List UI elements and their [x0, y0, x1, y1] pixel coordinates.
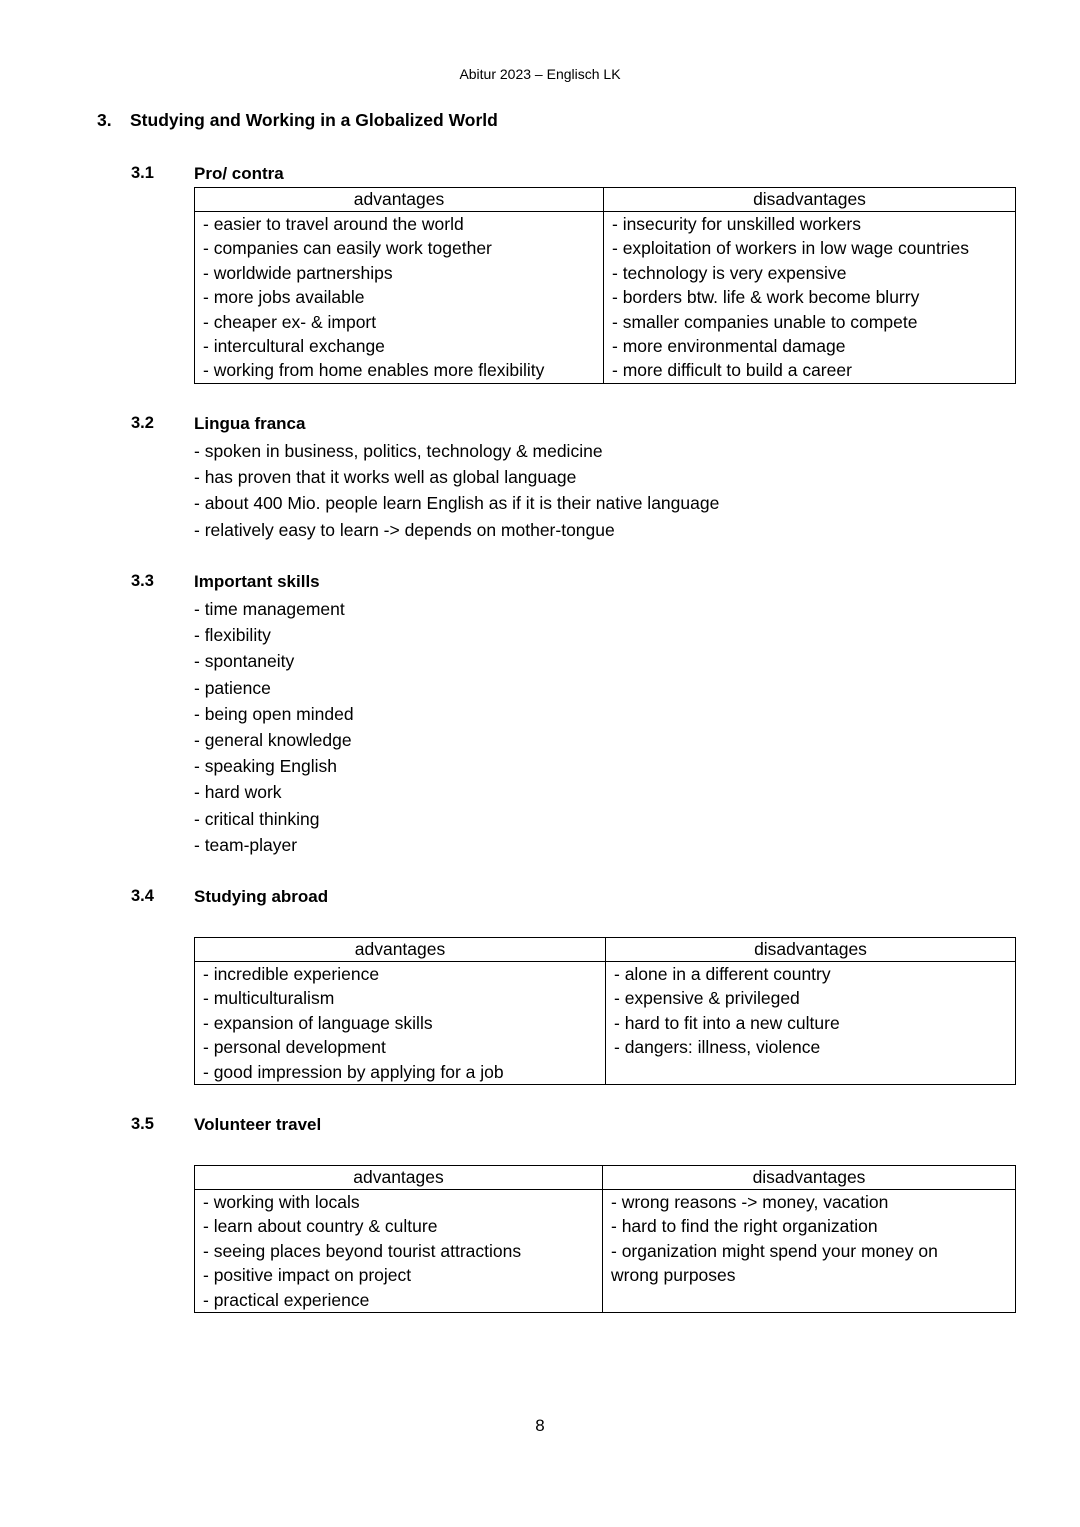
- page-header: Abitur 2023 – Englisch LK: [459, 66, 621, 82]
- list-item: - learn about country & culture: [203, 1216, 438, 1237]
- list-item: - has proven that it works well as global language: [194, 467, 577, 488]
- advantages-cell: [195, 1190, 603, 1313]
- subsection-number-3-2: 3.2: [131, 414, 154, 432]
- skills-list: [194, 596, 354, 858]
- list-item: - multiculturalism: [203, 988, 335, 1009]
- list-item: - more environmental damage: [612, 336, 846, 357]
- list-item: - flexibility: [194, 625, 271, 646]
- subsection-title-3-3: Important skills: [194, 572, 320, 591]
- list-item: - incredible experience: [203, 964, 380, 984]
- list-item: - good impression by applying for a job: [203, 1061, 504, 1082]
- list-item: - more jobs available: [203, 287, 365, 308]
- subsection-title-3-4: Studying abroad: [194, 887, 329, 906]
- list-item: - organization might spend your money on: [611, 1240, 938, 1261]
- list-item: - spontaneity: [194, 651, 295, 672]
- list-item: - practical experience: [203, 1289, 370, 1310]
- disadvantages-header: disadvantages: [603, 1166, 1016, 1190]
- list-item: - being open minded: [194, 703, 354, 724]
- list-item: - working with locals: [203, 1192, 360, 1212]
- subsection-number-3-4: 3.4: [131, 887, 154, 905]
- page-number: 8: [535, 1416, 545, 1435]
- list-item: - personal development: [203, 1037, 386, 1058]
- list-item: - exploitation of workers in low wage countries: [612, 238, 969, 259]
- advantages-header: advantages: [195, 1166, 603, 1190]
- pro-contra-table: [194, 187, 1016, 384]
- advantages-cell: [195, 212, 604, 384]
- subsection-title-3-1: Pro/ contra: [194, 164, 284, 183]
- list-item: - expensive & privileged: [614, 988, 800, 1009]
- list-item: - dangers: illness, violence: [614, 1037, 821, 1058]
- subsection-number-3-3: 3.3: [131, 572, 154, 590]
- list-item: - technology is very expensive: [612, 262, 847, 283]
- list-item: - spoken in business, politics, technology & medicine: [194, 441, 603, 461]
- list-item: - more difficult to build a career: [612, 360, 852, 381]
- advantages-header: advantages: [195, 938, 606, 962]
- disadvantages-header: disadvantages: [604, 188, 1016, 212]
- list-item: - general knowledge: [194, 730, 352, 751]
- list-item: - insecurity for unskilled workers: [612, 214, 861, 234]
- lingua-franca-list: [194, 438, 719, 543]
- section-title-text: Studying and Working in a Globalized World: [130, 110, 498, 130]
- list-item: - borders btw. life & work become blurry: [612, 287, 920, 308]
- list-item: - intercultural exchange: [203, 336, 385, 357]
- subsection-title-3-5: Volunteer travel: [194, 1115, 322, 1134]
- list-item: - cheaper ex- & import: [203, 311, 377, 332]
- list-item: - team-player: [194, 834, 298, 855]
- section-number: 3.: [97, 110, 112, 130]
- list-item: - speaking English: [194, 756, 337, 777]
- list-item: wrong purposes: [611, 1265, 736, 1286]
- list-item: - hard to find the right organization: [611, 1216, 878, 1237]
- list-item: - patience: [194, 677, 271, 698]
- list-item: - working from home enables more flexibility: [203, 360, 545, 381]
- disadvantages-header: disadvantages: [606, 938, 1016, 962]
- list-item: - easier to travel around the world: [203, 214, 464, 234]
- disadvantages-cell: [603, 1190, 1016, 1313]
- list-item: - hard to fit into a new culture: [614, 1012, 840, 1033]
- disadvantages-cell: [604, 212, 1016, 384]
- subsection-number-3-5: 3.5: [131, 1115, 154, 1133]
- list-item: - relatively easy to learn -> depends on mother-tongue: [194, 519, 615, 540]
- list-item: - hard work: [194, 782, 282, 803]
- list-item: - seeing places beyond tourist attractions: [203, 1240, 522, 1261]
- studying-abroad-table: [194, 937, 1016, 1085]
- section-title: [97, 110, 498, 131]
- list-item: - smaller companies unable to compete: [612, 311, 918, 332]
- list-item: - time management: [194, 599, 345, 619]
- advantages-cell: [195, 962, 606, 1085]
- subsection-number-3-1: 3.1: [131, 164, 154, 182]
- advantages-header: advantages: [195, 188, 604, 212]
- volunteer-travel-table: [194, 1165, 1016, 1313]
- list-item: - companies can easily work together: [203, 238, 492, 259]
- list-item: - expansion of language skills: [203, 1012, 433, 1033]
- list-item: - alone in a different country: [614, 964, 831, 984]
- list-item: - worldwide partnerships: [203, 262, 393, 283]
- subsection-title-3-2: Lingua franca: [194, 414, 306, 433]
- list-item: - about 400 Mio. people learn English as if it is their native language: [194, 493, 720, 514]
- list-item: - positive impact on project: [203, 1265, 412, 1286]
- list-item: - wrong reasons -> money, vacation: [611, 1192, 889, 1212]
- list-item: - critical thinking: [194, 808, 320, 829]
- disadvantages-cell: [606, 962, 1016, 1085]
